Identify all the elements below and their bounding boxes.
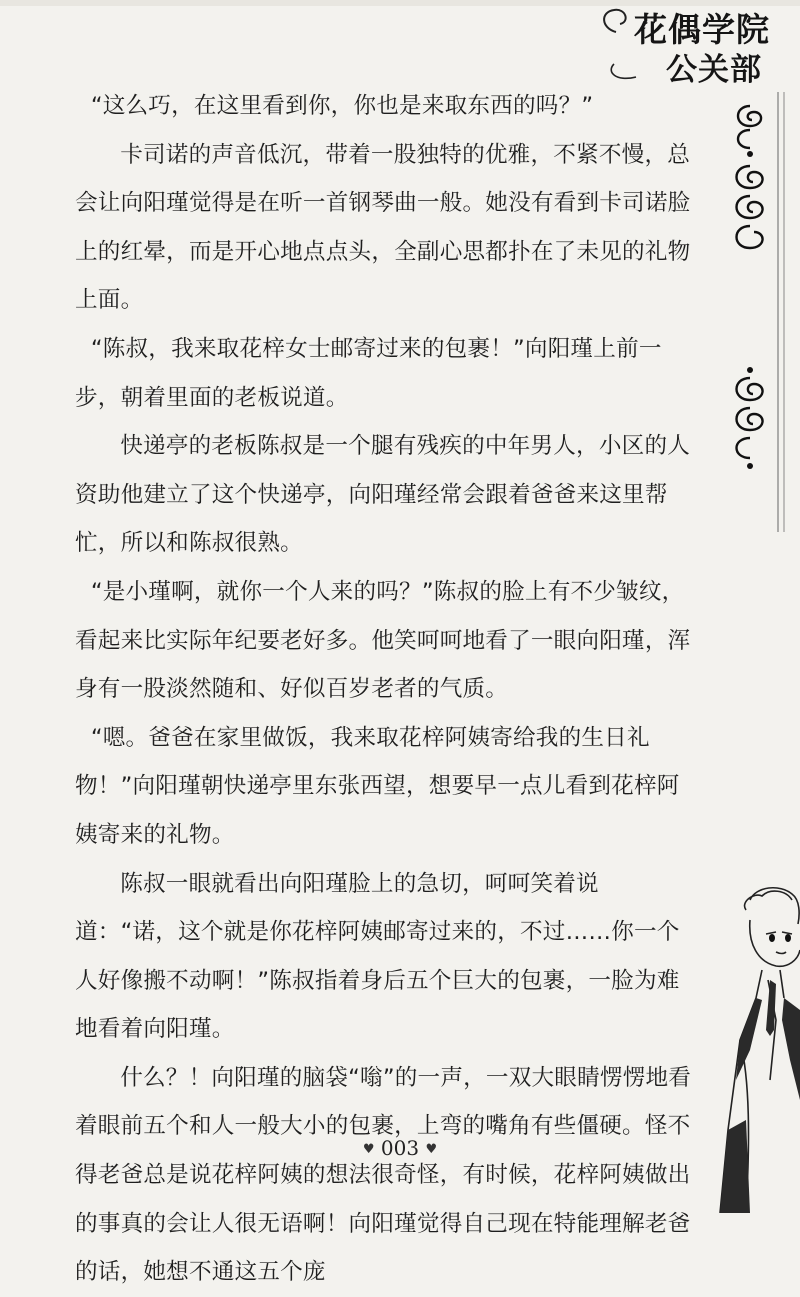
paragraph: 快递亭的老板陈叔是一个腿有残疾的中年男人，小区的人资助他建立了这个快递亭，向阳瑾经常会跟着爸爸来这里帮忙，所以和陈叔很熟。 <box>75 433 691 557</box>
chapter-body-text <box>75 82 695 1297</box>
paragraph: 陈叔一眼就看出向阳瑾脸上的急切，呵呵笑着说道：“诺，这个就是你花梓阿姨邮寄过来的，不过……你一个人好像搬不动啊！”陈叔指着身后五个巨大的包裹，一脸为难地看着向阳瑾。 <box>75 870 680 1043</box>
paragraph: 卡司诺的声音低沉，带着一股独特的优雅，不紧不慢，总会让向阳瑾觉得是在听一首钢琴曲一般。她没有看到卡司诺脸上的红晕，而是开心地点点头，全副心思都扑在了未见的礼物上面。 <box>75 141 691 314</box>
book-title-header <box>596 2 786 88</box>
heart-icon: ♥ <box>362 1142 375 1157</box>
paragraph: “这么巧，在这里看到你，你也是来取东西的吗？” <box>90 93 594 119</box>
page-number-value: 003 <box>380 1136 420 1160</box>
paragraph: 什么？！向阳瑾的脑袋“嗡”的一声，一双大眼睛愣愣地看着眼前五个和人一般大小的包裹，上弯的嘴角有些僵硬。怪不得老爸总是说花梓阿姨的想法很奇怪，有时候，花梓阿姨做出的事真的会让人很无语啊！向阳瑾觉得自己现在特能理解老爸的话，她想不通这五个庞 <box>75 1064 692 1286</box>
paragraph: “嗯。爸爸在家里做饭，我来取花梓阿姨寄给我的生日礼物！”向阳瑾朝快递亭里东张西望，想要早一点儿看到花梓阿姨寄来的礼物。 <box>75 724 680 848</box>
title-line-1: 花偶学院 <box>634 10 770 49</box>
paragraph: “陈叔，我来取花梓女士邮寄过来的包裹！”向阳瑾上前一步，朝着里面的老板说道。 <box>75 335 662 411</box>
boy-character-illustration <box>710 880 800 1213</box>
scroll-ornament-icon <box>720 92 800 532</box>
heart-icon: ♥ <box>425 1142 438 1157</box>
paragraph: “是小瑾啊，就你一个人来的吗？”陈叔的脸上有不少皱纹，看起来比实际年纪要老好多。他笑呵呵地看了一眼向阳瑾，浑身有一股淡然随和、好似百岁老者的气质。 <box>75 578 691 703</box>
page-number <box>0 1136 800 1160</box>
title-line-2: 公关部 <box>666 52 762 88</box>
